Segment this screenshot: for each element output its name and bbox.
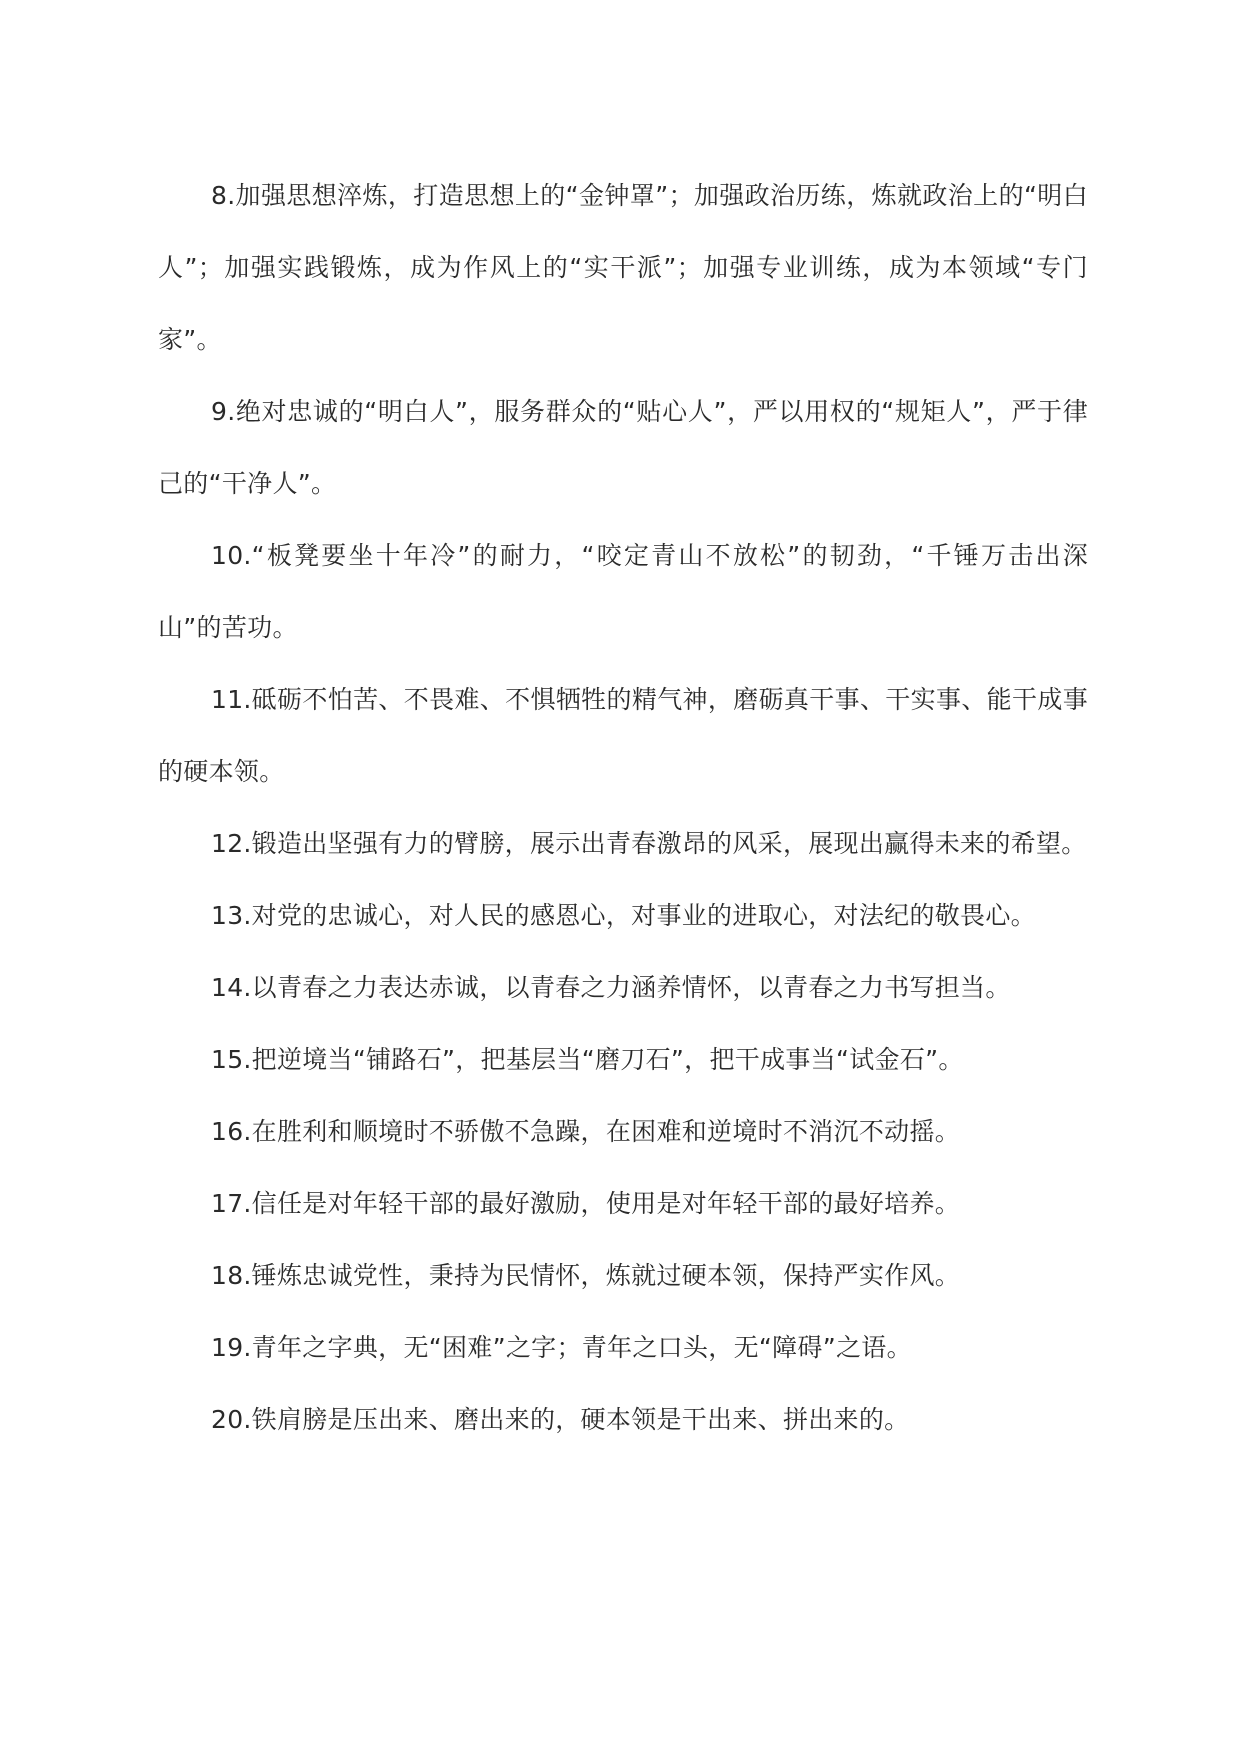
paragraph-16: 16.在胜利和顺境时不骄傲不急躁，在困难和逆境时不消沉不动摇。: [211, 1117, 961, 1146]
paragraph-18: 18.锤炼忠诚党性，秉持为民情怀，炼就过硬本领，保持严实作风。: [211, 1261, 961, 1290]
paragraph-13: 13.对党的忠诚心，对人民的感恩心，对事业的进取心，对法纪的敬畏心。: [211, 901, 1036, 930]
paragraph-12: 12.锻造出坚强有力的臂膀，展示出青春激昂的风采，展现出赢得未来的希望。: [211, 829, 1087, 858]
paragraph-9: 9.绝对忠诚的“明白人”，服务群众的“贴心人”，严以用权的“规矩人”，严于律己的“干净人”。: [158, 397, 1088, 498]
paragraph-15: 15.把逆境当“铺路石”，把基层当“磨刀石”，把干成事当“试金石”。: [211, 1045, 964, 1074]
paragraph-11: 11.砥砺不怕苦、不畏难、不惧牺牲的精气神，磨砺真干事、干实事、能干成事的硬本领。: [158, 685, 1088, 786]
paragraph-17: 17.信任是对年轻干部的最好激励，使用是对年轻干部的最好培养。: [211, 1189, 961, 1218]
paragraph-20: 20.铁肩膀是压出来、磨出来的，硬本领是干出来、拼出来的。: [211, 1405, 910, 1434]
paragraph-10: 10.“板凳要坐十年冷”的耐力，“咬定青山不放松”的韧劲，“千锤万击出深山”的苦功。: [158, 541, 1088, 642]
paragraph-19: 19.青年之字典，无“困难”之字；青年之口头，无“障碍”之语。: [211, 1333, 912, 1362]
document-body: [158, 160, 1088, 1456]
paragraph-14: 14.以青春之力表达赤诚，以青春之力涵养情怀，以青春之力书写担当。: [211, 973, 1011, 1002]
paragraph-8: 8.加强思想淬炼，打造思想上的“金钟罩”；加强政治历练，炼就政治上的“明白人”；加强实践锻炼，成为作风上的“实干派”；加强专业训练，成为本领域“专门家”。: [158, 181, 1088, 354]
